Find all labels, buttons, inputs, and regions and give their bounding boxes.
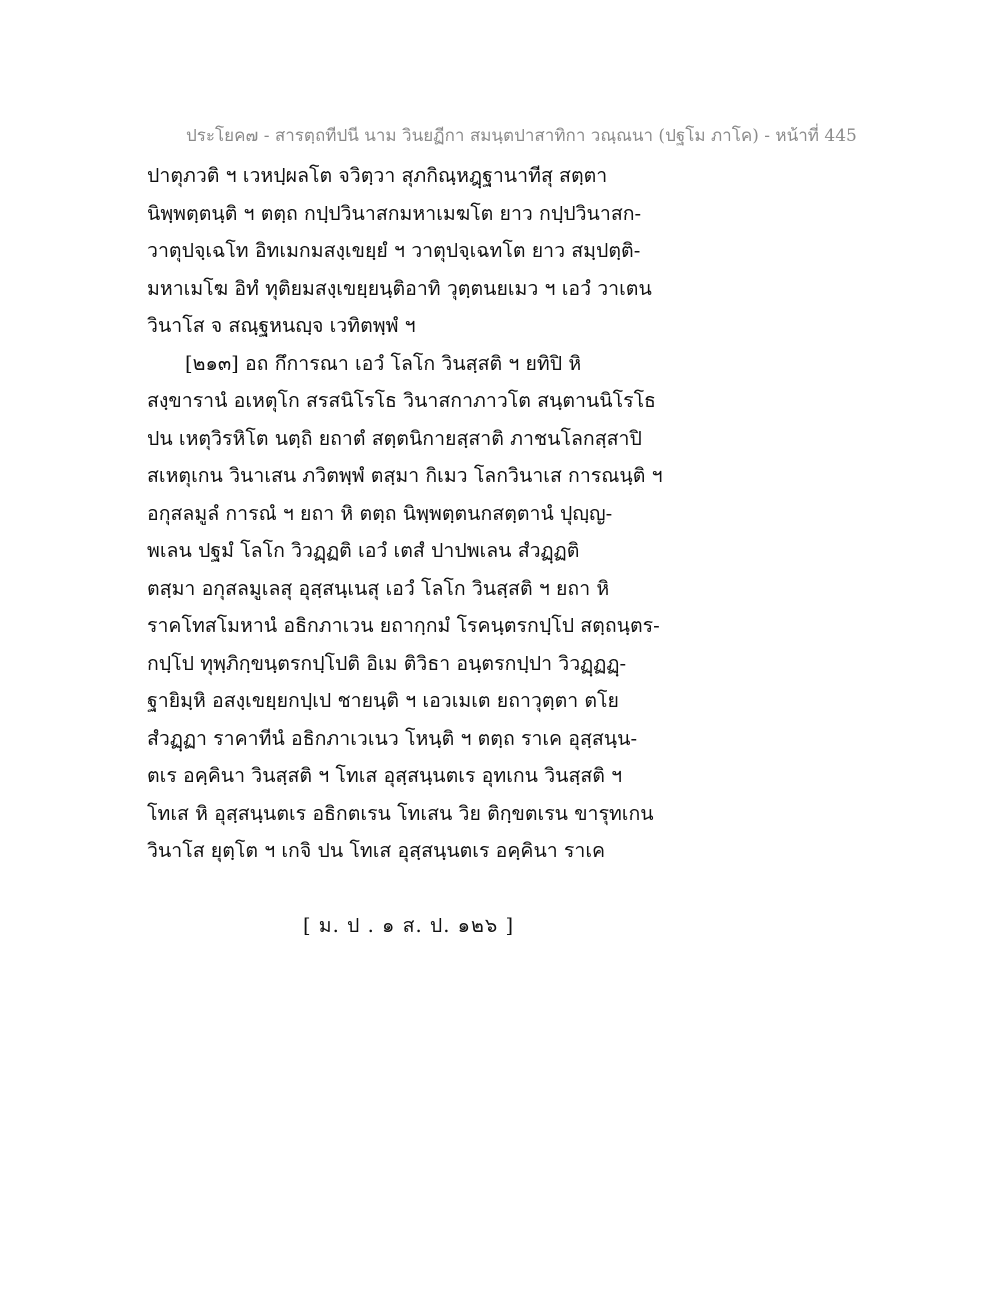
text-line: พเลน ปฐมํ โลโก วิวฏฺฏติ เอวํ เตสํ ปาปพเลน สํวฏฺฏติ	[147, 539, 580, 562]
text-line: ฐายิมฺหิ อสงฺเขยฺยกปฺเป ชายนฺติ ฯ เอวเมเต ยถาวุตฺตา ตโย	[147, 689, 619, 712]
running-header: ประโยค๗ - สารตฺถทีปนี นาม วินยฏีกา สมนฺตปาสาทิกา วณฺณนา (ปฐโม ภาโค) - หน้าที่ 445	[186, 126, 857, 146]
paragraph-start-line: [๒๑๓] อถ กึการณา เอวํ โลโก วินสฺสติ ฯ ยทิปิ หิ	[185, 351, 582, 375]
text-line: นิพฺพตฺตนฺติ ฯ ตตฺถ กปฺปวินาสกมหาเมฆโต ยาว กปฺปวินาสก-	[147, 201, 642, 225]
text-line: ตสฺมา อกุสลมูเลสุ อุสฺสนฺเนสุ เอวํ โลโก วินสฺสติ ฯ ยถา หิ	[147, 576, 610, 600]
text-line: ปาตุภวติ ฯ เวหปฺผลโต จวิตฺวา สุภกิณฺหฎฺฐานาทีสุ สตฺตา	[147, 164, 608, 187]
text-line: วาตุปจฺเฉโท อิทเมกมสงฺเขยฺยํ ฯ วาตุปจฺเฉทโต ยาว สมฺปตฺติ-	[147, 239, 641, 262]
text-line: วินาโส จ สณฺฐหนญฺจ เวทิตพฺพํ ฯ	[147, 314, 416, 337]
text-line: สเหตุเกน วินาเสน ภวิตพฺพํ ตสฺมา กิเมว โลกวินาเส การณนฺติ ฯ	[147, 464, 663, 487]
text-line: โทเส หิ อุสฺสนฺนตเร อธิกตเรน โทเสน วิย ติกฺขตเรน ขารุทเกน	[147, 801, 654, 825]
text-line: อกุสลมูลํ การณํ ฯ ยถา หิ ตตฺถ นิพฺพตฺตนกสตฺตานํ ปุญฺญ-	[147, 501, 613, 525]
text-line: กปฺโป ทุพฺภิกฺขนฺตรกปฺโปติ อิเม ติวิธา อนฺตรกปฺปา วิวฏฺฏฏฺ-	[147, 651, 627, 675]
body-text	[147, 157, 867, 870]
text-line: ปน เหตุวิรหิโต นตฺถิ ยถาตํ สตฺตนิกายสฺสาติ ภาชนโลกสฺสาปิ	[147, 426, 642, 450]
text-line: มหาเมโฆ อิทํ ทุติยมสงฺเขยฺยนฺติอาทิ วุตฺตนยเมว ฯ เอวํ วาเตน	[147, 276, 652, 300]
text-line: ตเร อคฺคินา วินสฺสติ ฯ โทเส อุสฺสนฺนตเร อุทเกน วินสฺสติ ฯ	[147, 764, 623, 787]
text-line: ราคโทสโมหานํ อธิกภาเวน ยถากฺกมํ โรคนฺตรกปฺโป สตฺถนฺตร-	[147, 614, 660, 637]
page-reference: [ ม. ป . ๑ ส. ป. ๑๒๖ ]	[303, 914, 515, 937]
text-line: วินาโส ยุตฺโต ฯ เกจิ ปน โทเส อุสฺสนฺนตเร อคฺคินา ราเค	[147, 839, 606, 862]
text-line: สํวฏฺฏา ราคาทีนํ อธิกภาเวเนว โหนฺติ ฯ ตตฺถ ราเค อุสฺสนฺน-	[147, 726, 638, 750]
text-line: สงฺขารานํ อเหตุโก สรสนิโรโธ วินาสกาภาวโต สนฺตานนิโรโธ	[147, 389, 656, 412]
